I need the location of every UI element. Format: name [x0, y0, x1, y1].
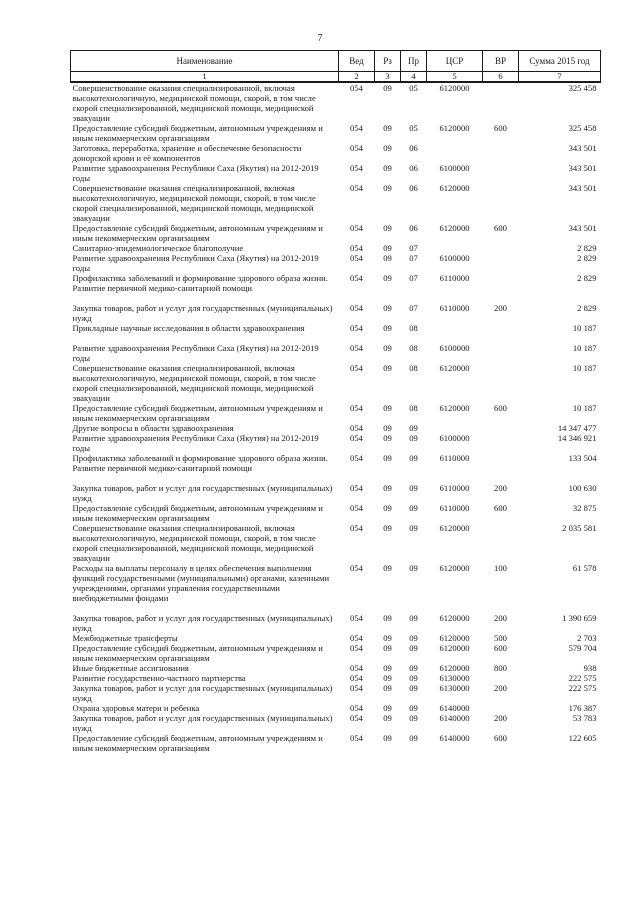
cell-sum: 2 829: [577, 273, 597, 283]
cell-pr: 09: [409, 713, 418, 723]
cell-ved: 054: [350, 223, 363, 233]
table-row: [71, 123, 601, 143]
cell-vr: [483, 163, 519, 183]
cell-pr: 05: [409, 123, 418, 133]
cell-sum: 2 035 581: [562, 523, 597, 533]
cell-vr: 500: [494, 633, 507, 643]
cell-csr: 6120000: [439, 613, 470, 623]
cell-sum: 222 575: [568, 673, 597, 683]
cell-csr: 6120000: [439, 223, 470, 233]
cell-csr: 6120000: [439, 663, 470, 673]
column-number: 1: [71, 72, 339, 83]
table-row: [71, 433, 601, 453]
cell-sum: 176 387: [568, 703, 597, 713]
table-row: [71, 683, 601, 703]
table-row: [71, 713, 601, 733]
cell-csr: 6110000: [439, 483, 470, 493]
cell-sum: 2 829: [577, 303, 597, 313]
table-row: [71, 82, 601, 123]
table-row: [71, 633, 601, 643]
cell-sum: 2 829: [577, 243, 597, 253]
cell-rz: 09: [383, 643, 392, 653]
cell-sum: 938: [583, 663, 597, 673]
cell-pr: 08: [409, 343, 418, 353]
cell-rz: 09: [383, 683, 392, 693]
cell-ved: 054: [350, 683, 363, 693]
cell-vr: [483, 703, 519, 713]
cell-pr: 09: [409, 453, 418, 463]
table-row: [71, 563, 601, 603]
table-row: [71, 143, 601, 163]
cell-pr: 09: [409, 503, 418, 513]
cell-csr: 6110000: [439, 503, 470, 513]
cell-rz: 09: [383, 523, 392, 533]
cell-pr: 08: [409, 323, 418, 333]
cell-pr: 07: [409, 243, 418, 253]
cell-vr: [483, 143, 519, 163]
cell-pr: 09: [409, 703, 418, 713]
cell-pr: 09: [409, 613, 418, 623]
cell-rz: 09: [383, 363, 392, 373]
cell-ved: 054: [350, 563, 363, 573]
cell-csr: 6120000: [439, 183, 470, 193]
cell-sum: 100 630: [568, 483, 597, 493]
cell-sum: 14 346 921: [557, 433, 597, 443]
cell-pr: 09: [409, 423, 418, 433]
cell-ved: 054: [350, 363, 363, 373]
cell-sum: 343 501: [568, 163, 597, 173]
spacer-cell: [71, 333, 601, 343]
cell-csr: 6130000: [439, 683, 470, 693]
cell-rz: 09: [383, 703, 392, 713]
cell-sum: 10 187: [572, 363, 597, 373]
cell-sum: 53 783: [572, 713, 597, 723]
cell-csr: 6100000: [439, 433, 470, 443]
table-row: [71, 163, 601, 183]
cell-rz: 09: [383, 143, 392, 153]
cell-pr: 09: [409, 483, 418, 493]
cell-vr: [483, 82, 519, 123]
cell-sum: 10 187: [572, 323, 597, 333]
cell-csr: 6100000: [439, 343, 470, 353]
cell-vr: [483, 363, 519, 403]
cell-ved: 054: [350, 673, 363, 683]
column-number: 3: [375, 72, 401, 83]
cell-vr: 600: [494, 123, 507, 133]
cell-sum: 61 578: [572, 563, 597, 573]
cell-ved: 054: [350, 433, 363, 443]
cell-csr: 6100000: [439, 253, 470, 263]
cell-ved: 054: [350, 83, 363, 93]
cell-rz: 09: [383, 303, 392, 313]
cell-sum: 325 458: [568, 83, 597, 93]
cell-sum: 2 829: [577, 253, 597, 263]
cell-sum: 122 605: [568, 733, 597, 743]
cell-pr: 09: [409, 733, 418, 743]
cell-pr: 07: [409, 303, 418, 313]
cell-sum: 325 458: [568, 123, 597, 133]
cell-csr: 6140000: [439, 733, 470, 743]
cell-rz: 09: [383, 613, 392, 623]
table-body: [71, 82, 601, 753]
header-ved: Вед: [339, 51, 375, 72]
cell-ved: 054: [350, 123, 363, 133]
cell-name: Предоставление субсидий бюджетным, автономным учреждениям и иным некоммерческим организациям: [72, 123, 323, 143]
cell-name: Закупка товаров, работ и услуг для государственных (муниципальных) нужд: [72, 483, 333, 503]
cell-name: Закупка товаров, работ и услуг для государственных (муниципальных) нужд: [72, 303, 333, 323]
cell-name: Профилактика заболеваний и формирование здорового образа жизни. Развитие первичной медико-санитарной помощи: [72, 273, 328, 293]
column-number: 7: [519, 72, 601, 83]
spacer-cell: [71, 473, 601, 483]
table-row: [71, 223, 601, 243]
table-row: [71, 663, 601, 673]
table-row: [71, 733, 601, 753]
cell-vr: 600: [494, 643, 507, 653]
cell-pr: 09: [409, 563, 418, 573]
cell-ved: 054: [350, 733, 363, 743]
cell-vr: 100: [494, 563, 507, 573]
table-row: [71, 703, 601, 713]
cell-ved: 054: [350, 273, 363, 283]
cell-csr: [427, 323, 483, 333]
spacer-cell: [71, 603, 601, 613]
cell-pr: 06: [409, 143, 418, 153]
cell-rz: 09: [383, 673, 392, 683]
cell-pr: 06: [409, 183, 418, 193]
cell-pr: 09: [409, 633, 418, 643]
cell-ved: 054: [350, 643, 363, 653]
cell-csr: 6130000: [439, 673, 470, 683]
cell-rz: 09: [383, 433, 392, 443]
cell-name: Совершенствование оказания специализированной, включая высокотехнологичную, медицинской помощи, скорой, в том числе скорой специализированной, медицинской помощи, медицинской эвакуации: [72, 523, 316, 563]
cell-sum: 32 875: [572, 503, 597, 513]
cell-vr: [483, 453, 519, 473]
cell-csr: 6140000: [439, 713, 470, 723]
cell-pr: 05: [409, 83, 418, 93]
cell-sum: 343 501: [568, 183, 597, 193]
cell-vr: 800: [494, 663, 507, 673]
cell-name: Предоставление субсидий бюджетным, автономным учреждениям и иным некоммерческим организациям: [72, 403, 323, 423]
cell-csr: [427, 243, 483, 253]
cell-rz: 09: [383, 163, 392, 173]
cell-csr: 6110000: [439, 453, 470, 463]
cell-name: Заготовка, переработка, хранение и обеспечение безопасности донорской крови и её компонентов: [72, 143, 302, 163]
cell-name: Расходы на выплаты персоналу в целях обеспечения выполнения функций государственными (муниципальными) органами, казенными учреждениями, органами управления государственными внебюджетными фондами: [72, 563, 330, 603]
table-header: [71, 51, 601, 83]
cell-rz: 09: [383, 183, 392, 193]
cell-ved: 054: [350, 243, 363, 253]
cell-vr: [483, 673, 519, 683]
cell-pr: 07: [409, 253, 418, 263]
cell-ved: 054: [350, 303, 363, 313]
cell-csr: 6120000: [439, 633, 470, 643]
cell-vr: 600: [494, 223, 507, 233]
cell-rz: 09: [383, 713, 392, 723]
cell-rz: 09: [383, 273, 392, 283]
cell-vr: [483, 183, 519, 223]
cell-csr: [427, 423, 483, 433]
cell-csr: [427, 143, 483, 163]
row-spacer: [71, 293, 601, 303]
cell-ved: 054: [350, 663, 363, 673]
cell-name: Санитарно-эпидемиологическое благополучие: [72, 243, 244, 253]
cell-sum: 14 347 477: [557, 423, 597, 433]
cell-sum: 1 390 659: [562, 613, 597, 623]
cell-pr: 08: [409, 403, 418, 413]
cell-csr: 6110000: [439, 303, 470, 313]
cell-vr: [483, 273, 519, 293]
cell-rz: 09: [383, 343, 392, 353]
header-rz: Рз: [375, 51, 401, 72]
table-row: [71, 343, 601, 363]
table-row: [71, 483, 601, 503]
cell-csr: 6120000: [439, 643, 470, 653]
cell-name: Предоставление субсидий бюджетным, автономным учреждениям и иным некоммерческим организациям: [72, 503, 323, 523]
cell-csr: 6120000: [439, 83, 470, 93]
cell-vr: [483, 523, 519, 563]
cell-rz: 09: [383, 733, 392, 743]
cell-rz: 09: [383, 83, 392, 93]
cell-csr: 6140000: [439, 703, 470, 713]
cell-ved: 054: [350, 503, 363, 513]
cell-pr: 07: [409, 273, 418, 283]
cell-csr: 6120000: [439, 563, 470, 573]
cell-vr: 600: [494, 503, 507, 513]
cell-rz: 09: [383, 323, 392, 333]
cell-csr: 6110000: [439, 273, 470, 283]
cell-name: Совершенствование оказания специализированной, включая высокотехнологичную, медицинской помощи, скорой, в том числе скорой специализированной, медицинской помощи, медицинской эвакуации: [72, 363, 316, 403]
cell-pr: 09: [409, 673, 418, 683]
cell-rz: 09: [383, 663, 392, 673]
row-spacer: [71, 333, 601, 343]
cell-name: Предоставление субсидий бюджетным, автономным учреждениям и иным некоммерческим организациям: [72, 223, 323, 243]
cell-name: Предоставление субсидий бюджетным, автономным учреждениям и иным некоммерческим организациям: [72, 733, 323, 753]
cell-name: Охрана здоровья матери и ребенка: [72, 703, 200, 713]
cell-vr: [483, 423, 519, 433]
table-row: [71, 523, 601, 563]
cell-ved: 054: [350, 523, 363, 533]
cell-rz: 09: [383, 563, 392, 573]
table-row: [71, 503, 601, 523]
cell-sum: 222 575: [568, 683, 597, 693]
cell-rz: 09: [383, 633, 392, 643]
column-number: 4: [401, 72, 427, 83]
column-number: 2: [339, 72, 375, 83]
table-row: [71, 673, 601, 683]
cell-name: Развитие государственно-частного партнерства: [72, 673, 246, 683]
cell-sum: 343 501: [568, 223, 597, 233]
cell-pr: 09: [409, 683, 418, 693]
cell-ved: 054: [350, 143, 363, 153]
header-name: Наименование: [71, 51, 339, 72]
table-row: [71, 403, 601, 423]
cell-ved: 054: [350, 483, 363, 493]
table-row: [71, 423, 601, 433]
cell-ved: 054: [350, 163, 363, 173]
header-pr: Пр: [401, 51, 427, 72]
cell-sum: 10 187: [572, 343, 597, 353]
table-row: [71, 323, 601, 333]
cell-name: Развитие здравоохранения Республики Саха (Якутия) на 2012-2019 годы: [72, 433, 319, 453]
table-row: [71, 643, 601, 663]
cell-ved: 054: [350, 343, 363, 353]
cell-vr: 200: [494, 483, 507, 493]
cell-name: Другие вопросы в области здравоохранения: [72, 423, 234, 433]
cell-sum: 10 187: [572, 403, 597, 413]
header-sum: Сумма 2015 год: [519, 51, 601, 72]
cell-sum: 133 504: [568, 453, 597, 463]
cell-ved: 054: [350, 253, 363, 263]
cell-pr: 08: [409, 363, 418, 373]
cell-sum: 579 704: [568, 643, 597, 653]
cell-ved: 054: [350, 403, 363, 413]
cell-vr: [483, 323, 519, 333]
cell-name: Предоставление субсидий бюджетным, автономным учреждениям и иным некоммерческим организациям: [72, 643, 323, 663]
cell-ved: 054: [350, 703, 363, 713]
cell-ved: 054: [350, 323, 363, 333]
cell-vr: 200: [494, 613, 507, 623]
cell-name: Иные бюджетные ассигнования: [72, 663, 189, 673]
cell-name: Совершенствование оказания специализированной, включая высокотехнологичную, медицинской помощи, скорой, в том числе скорой специализированной, медицинской помощи, медицинской эвакуации: [72, 183, 316, 223]
table-row: [71, 243, 601, 253]
cell-sum: 2 703: [577, 633, 597, 643]
cell-name: Закупка товаров, работ и услуг для государственных (муниципальных) нужд: [72, 613, 333, 633]
cell-ved: 054: [350, 183, 363, 193]
cell-csr: 6120000: [439, 123, 470, 133]
cell-rz: 09: [383, 223, 392, 233]
column-number: 6: [483, 72, 519, 83]
cell-pr: 09: [409, 663, 418, 673]
column-number: 5: [427, 72, 483, 83]
budget-table: [70, 50, 601, 753]
cell-pr: 09: [409, 433, 418, 443]
cell-rz: 09: [383, 243, 392, 253]
cell-csr: 6120000: [439, 363, 470, 373]
spacer-cell: [71, 293, 601, 303]
cell-vr: [483, 243, 519, 253]
cell-csr: 6120000: [439, 403, 470, 413]
cell-name: Закупка товаров, работ и услуг для государственных (муниципальных) нужд: [72, 683, 333, 703]
cell-ved: 054: [350, 423, 363, 433]
cell-csr: 6100000: [439, 163, 470, 173]
page-number: 7: [317, 33, 323, 44]
cell-csr: 6120000: [439, 523, 470, 533]
table-row: [71, 253, 601, 273]
cell-vr: [483, 433, 519, 453]
cell-pr: 06: [409, 223, 418, 233]
row-spacer: [71, 603, 601, 613]
cell-ved: 054: [350, 713, 363, 723]
cell-name: Профилактика заболеваний и формирование здорового образа жизни. Развитие первичной медико-санитарной помощи: [72, 453, 328, 473]
table-row: [71, 453, 601, 473]
cell-name: Закупка товаров, работ и услуг для государственных (муниципальных) нужд: [72, 713, 333, 733]
cell-vr: [483, 343, 519, 363]
cell-rz: 09: [383, 483, 392, 493]
cell-vr: 200: [494, 683, 507, 693]
cell-rz: 09: [383, 123, 392, 133]
cell-name: Межбюджетные трансферты: [72, 633, 178, 643]
cell-pr: 09: [409, 643, 418, 653]
table-row: [71, 273, 601, 293]
cell-vr: 600: [494, 733, 507, 743]
cell-vr: 600: [494, 403, 507, 413]
cell-pr: 09: [409, 523, 418, 533]
cell-sum: 343 501: [568, 143, 597, 153]
row-spacer: [71, 473, 601, 483]
cell-ved: 054: [350, 613, 363, 623]
header-csr: ЦСР: [427, 51, 483, 72]
cell-pr: 06: [409, 163, 418, 173]
cell-rz: 09: [383, 503, 392, 513]
table-row: [71, 303, 601, 323]
cell-name: Прикладные научные исследования в области здравоохранения: [72, 323, 305, 333]
cell-name: Развитие здравоохранения Республики Саха (Якутия) на 2012-2019 годы: [72, 343, 319, 363]
cell-rz: 09: [383, 253, 392, 263]
table-row: [71, 363, 601, 403]
cell-name: Развитие здравоохранения Республики Саха (Якутия) на 2012-2019 годы: [72, 253, 319, 273]
column-number-row: [71, 72, 601, 83]
cell-name: Совершенствование оказания специализированной, включая высокотехнологичную, медицинской помощи, скорой, в том числе скорой специализированной, медицинской помощи, медицинской эвакуации: [72, 83, 316, 123]
cell-ved: 054: [350, 633, 363, 643]
cell-vr: [483, 253, 519, 273]
cell-rz: 09: [383, 403, 392, 413]
cell-name: Развитие здравоохранения Республики Саха (Якутия) на 2012-2019 годы: [72, 163, 319, 183]
cell-vr: 200: [494, 713, 507, 723]
cell-ved: 054: [350, 453, 363, 463]
header-vr: ВР: [483, 51, 519, 72]
cell-rz: 09: [383, 453, 392, 463]
table-row: [71, 613, 601, 633]
cell-rz: 09: [383, 423, 392, 433]
cell-vr: 200: [494, 303, 507, 313]
table-row: [71, 183, 601, 223]
